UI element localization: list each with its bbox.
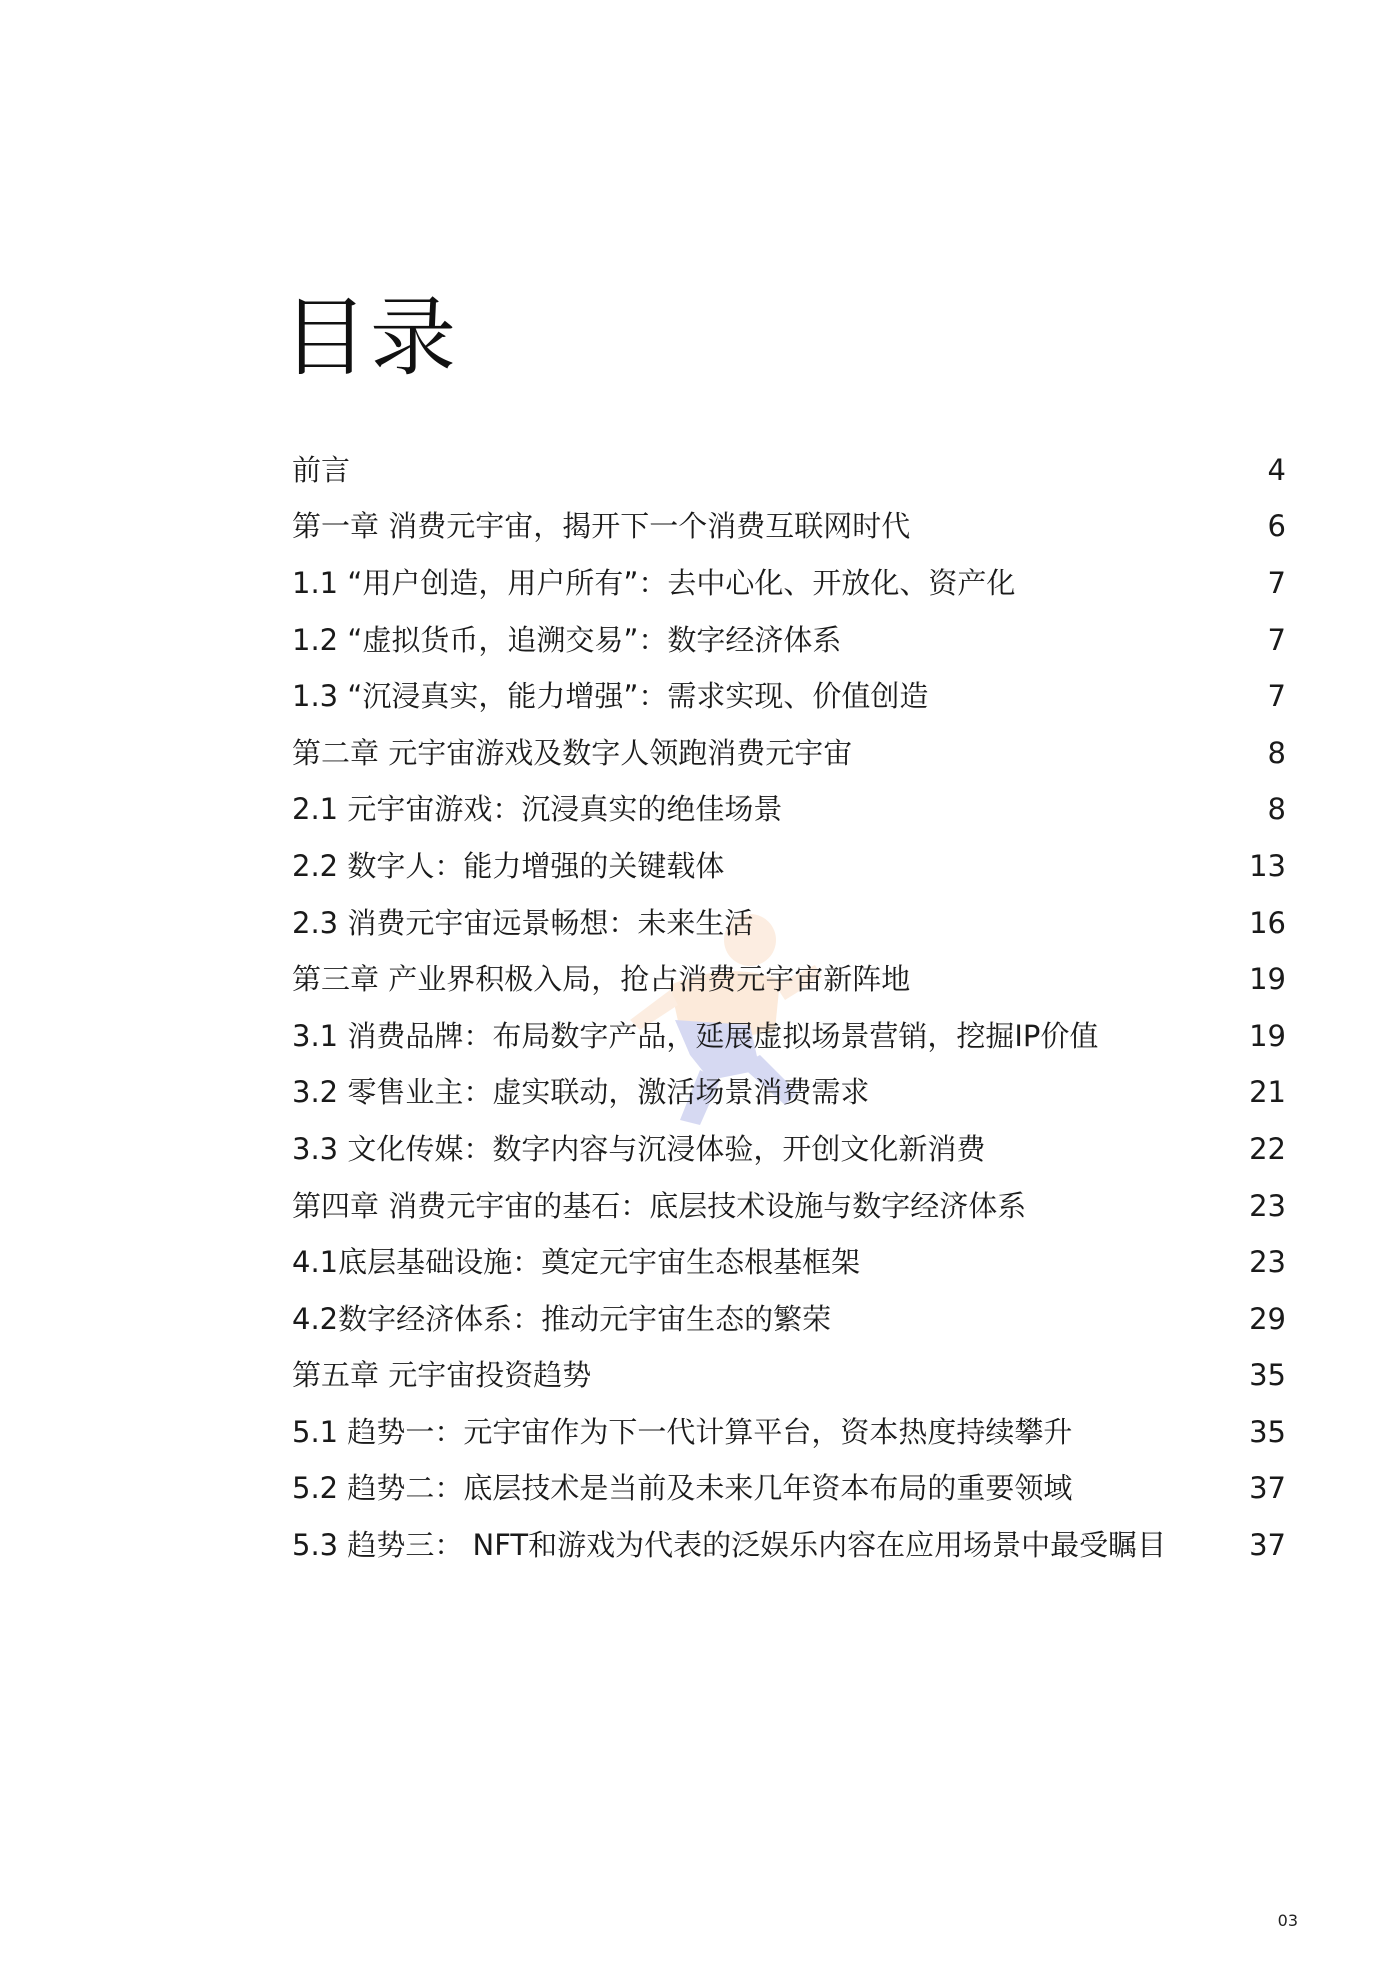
toc-entry-label: 5.1 趋势一：元宇宙作为下一代计算平台，资本热度持续攀升 <box>292 1414 1073 1449</box>
toc-entry[interactable] <box>292 1065 1286 1122</box>
toc-entry[interactable] <box>292 1517 1286 1574</box>
toc-entry-page: 21 <box>1249 1075 1286 1110</box>
toc-entry-label: 2.2 数字人：能力增强的关键载体 <box>292 848 725 883</box>
toc-entry-page: 8 <box>1267 792 1286 827</box>
toc-entry-label: 前言 <box>292 452 351 487</box>
toc-entry-label: 第五章 元宇宙投资趋势 <box>292 1358 592 1393</box>
toc-entry-label: 5.3 趋势三： NFT和游戏为代表的泛娱乐内容在应用场景中最受瞩目 <box>292 1528 1167 1563</box>
toc-entry[interactable] <box>292 1404 1286 1461</box>
toc-entry[interactable] <box>292 555 1286 612</box>
toc-entry-label: 4.2数字经济体系：推动元宇宙生态的繁荣 <box>292 1301 832 1336</box>
toc-entry-label: 4.1底层基础设施：奠定元宇宙生态根基框架 <box>292 1245 861 1280</box>
toc-entry-page: 29 <box>1249 1301 1286 1336</box>
toc-entry-page: 4 <box>1267 452 1286 487</box>
page-number: 03 <box>1277 1911 1298 1930</box>
toc-entry-label: 3.1 消费品牌：布局数字产品，延展虚拟场景营销，挖掘IP价值 <box>292 1018 1099 1053</box>
toc-entry-page: 35 <box>1249 1414 1286 1449</box>
toc-entry-page: 8 <box>1267 735 1286 770</box>
toc-entry-page: 19 <box>1249 1018 1286 1053</box>
toc-entry[interactable] <box>292 895 1286 952</box>
toc-entry-label: 3.3 文化传媒：数字内容与沉浸体验，开创文化新消费 <box>292 1131 986 1166</box>
toc-entry[interactable] <box>292 1234 1286 1291</box>
toc-entry[interactable] <box>292 668 1286 725</box>
toc-entry[interactable] <box>292 612 1286 669</box>
toc-entry-page: 37 <box>1249 1528 1286 1563</box>
toc-entry-page: 13 <box>1249 848 1286 883</box>
toc-entry-label: 1.3 “沉浸真实，能力增强”：需求实现、价值创造 <box>292 679 929 714</box>
toc-entry-label: 3.2 零售业主：虚实联动，激活场景消费需求 <box>292 1075 870 1110</box>
toc-entry-page: 7 <box>1267 565 1286 600</box>
toc-entry-page: 7 <box>1267 679 1286 714</box>
toc-entry[interactable] <box>292 499 1286 556</box>
toc-entry-label: 1.1 “用户创造，用户所有”：去中心化、开放化、资产化 <box>292 565 1016 600</box>
toc-entry-page: 16 <box>1249 905 1286 940</box>
toc-entry-label: 5.2 趋势二：底层技术是当前及未来几年资本布局的重要领域 <box>292 1471 1073 1506</box>
toc-entry[interactable] <box>292 1461 1286 1518</box>
toc-entry-label: 第三章 产业界积极入局，抢占消费元宇宙新阵地 <box>292 962 911 997</box>
toc-entry-label: 第一章 消费元宇宙，揭开下一个消费互联网时代 <box>292 509 911 544</box>
toc-entry[interactable] <box>292 951 1286 1008</box>
toc-entry-page: 19 <box>1249 962 1286 997</box>
toc-entry-label: 1.2 “虚拟货币，追溯交易”：数字经济体系 <box>292 622 842 657</box>
toc-entry[interactable] <box>292 1348 1286 1405</box>
toc-entry[interactable] <box>292 1008 1286 1065</box>
toc-entry[interactable] <box>292 782 1286 839</box>
toc-entry-page: 7 <box>1267 622 1286 657</box>
toc-entry-label: 第四章 消费元宇宙的基石：底层技术设施与数字经济体系 <box>292 1188 1027 1223</box>
toc-entry[interactable] <box>292 1291 1286 1348</box>
toc-entry-label: 第二章 元宇宙游戏及数字人领跑消费元宇宙 <box>292 735 853 770</box>
toc-entry-page: 22 <box>1249 1131 1286 1166</box>
toc-entry[interactable] <box>292 1178 1286 1235</box>
toc-entry-page: 23 <box>1249 1245 1286 1280</box>
toc-entry-label: 2.3 消费元宇宙远景畅想：未来生活 <box>292 905 754 940</box>
toc-entry[interactable] <box>292 838 1286 895</box>
table-of-contents <box>292 442 1286 1574</box>
toc-entry-page: 37 <box>1249 1471 1286 1506</box>
toc-entry-page: 23 <box>1249 1188 1286 1223</box>
toc-entry[interactable] <box>292 442 1286 499</box>
toc-entry-page: 6 <box>1267 509 1286 544</box>
page-title: 目录 <box>282 288 458 388</box>
toc-entry-label: 2.1 元宇宙游戏：沉浸真实的绝佳场景 <box>292 792 783 827</box>
toc-entry-page: 35 <box>1249 1358 1286 1393</box>
toc-entry[interactable] <box>292 1121 1286 1178</box>
toc-entry[interactable] <box>292 725 1286 782</box>
